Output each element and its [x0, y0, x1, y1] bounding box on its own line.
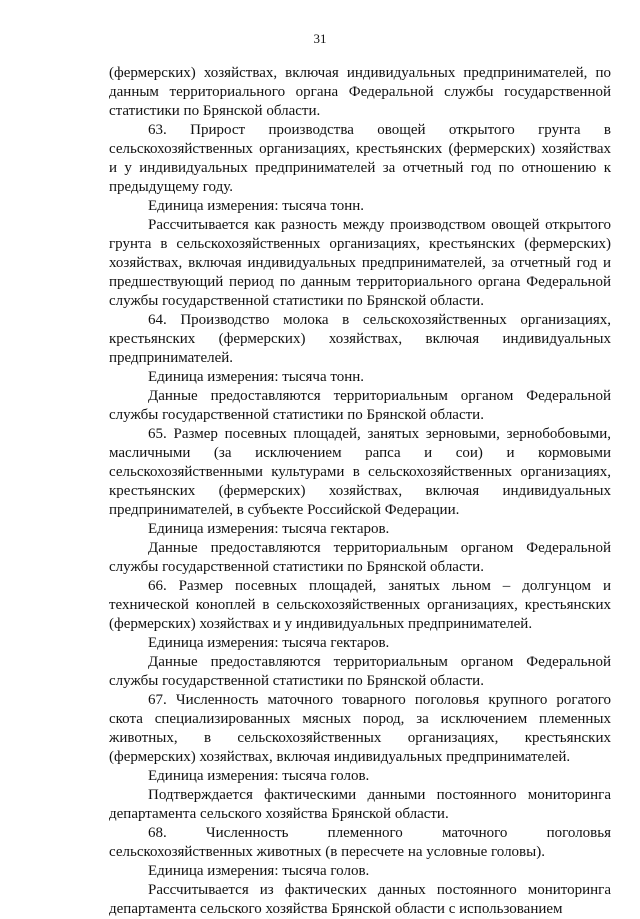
paragraph: Подтверждается фактическими данными постоянного мониторинга департамента сельского хозяйства Брянской области.: [109, 787, 611, 822]
paragraph: Единица измерения: тысяча тонн.: [148, 198, 365, 214]
paragraph: Единица измерения: тысяча тонн.: [148, 369, 365, 385]
paragraph: Единица измерения: тысяча гектаров.: [148, 521, 390, 537]
paragraph: 64. Производство молока в сельскохозяйственных организациях, крестьянских (фермерских) хозяйствах, включая индивидуальных предпринимателей.: [109, 312, 611, 366]
paragraph: Единица измерения: тысяча гектаров.: [148, 635, 390, 651]
paragraph: 63. Прирост производства овощей открытого грунта в сельскохозяйственных организациях, крестьянских (фермерских) хозяйствах и у индивидуальных предпринимателей за отчетный год по отношению к предыдущему году.: [109, 122, 611, 195]
paragraph: Рассчитывается как разность между производством овощей открытого грунта в сельскохозяйственных организациях, крестьянских (фермерских) хозяйствах, включая индивидуальных предпринимателей, за отчетный год и предшествующий период по данным территориального органа Федеральной службы государственной статистики по Брянской области.: [109, 217, 611, 309]
paragraph: 68. Численность племенного маточного поголовья сельскохозяйственных животных (в пересчете на условные головы).: [109, 825, 611, 860]
paragraph: Данные предоставляются территориальным органом Федеральной службы государственной статистики по Брянской области.: [109, 654, 611, 689]
paragraph: Данные предоставляются территориальным органом Федеральной службы государственной статистики по Брянской области.: [109, 388, 611, 423]
paragraph: Единица измерения: тысяча голов.: [148, 768, 370, 784]
paragraph: 66. Размер посевных площадей, занятых льном – долгунцом и технической коноплей в сельскохозяйственных организациях, крестьянских (фермерских) хозяйствах и у индивидуальных предпринимателей.: [109, 578, 611, 632]
paragraph: 67. Численность маточного товарного поголовья крупного рогатого скота специализированных мясных пород, за исключением племенных животных, в сельскохозяйственных организациях, крестьянских (фермерских) хозяйствах, включая индивидуальных предпринимателей.: [109, 692, 611, 765]
paragraph: (фермерских) хозяйствах, включая индивидуальных предпринимателей, по данным территориального органа Федеральной службы государственной статистики по Брянской области.: [109, 65, 611, 119]
paragraph: Единица измерения: тысяча голов.: [148, 863, 370, 879]
paragraph: 65. Размер посевных площадей, занятых зерновыми, зернобобовыми, масличными (за исключением рапса и сои) и кормовыми сельскохозяйственными культурами в сельскохозяйственных организациях, крестьянских (фермерских) хозяйствах, включая индивидуальных предпринимателей, в субъекте Российской Федерации.: [109, 426, 611, 518]
document-body: [109, 64, 611, 919]
paragraph: Рассчитывается из фактических данных постоянного мониторинга департамента сельского хозяйства Брянской области с использованием: [109, 882, 611, 917]
page-number: 31: [313, 31, 327, 46]
paragraph: Данные предоставляются территориальным органом Федеральной службы государственной статистики по Брянской области.: [109, 540, 611, 575]
